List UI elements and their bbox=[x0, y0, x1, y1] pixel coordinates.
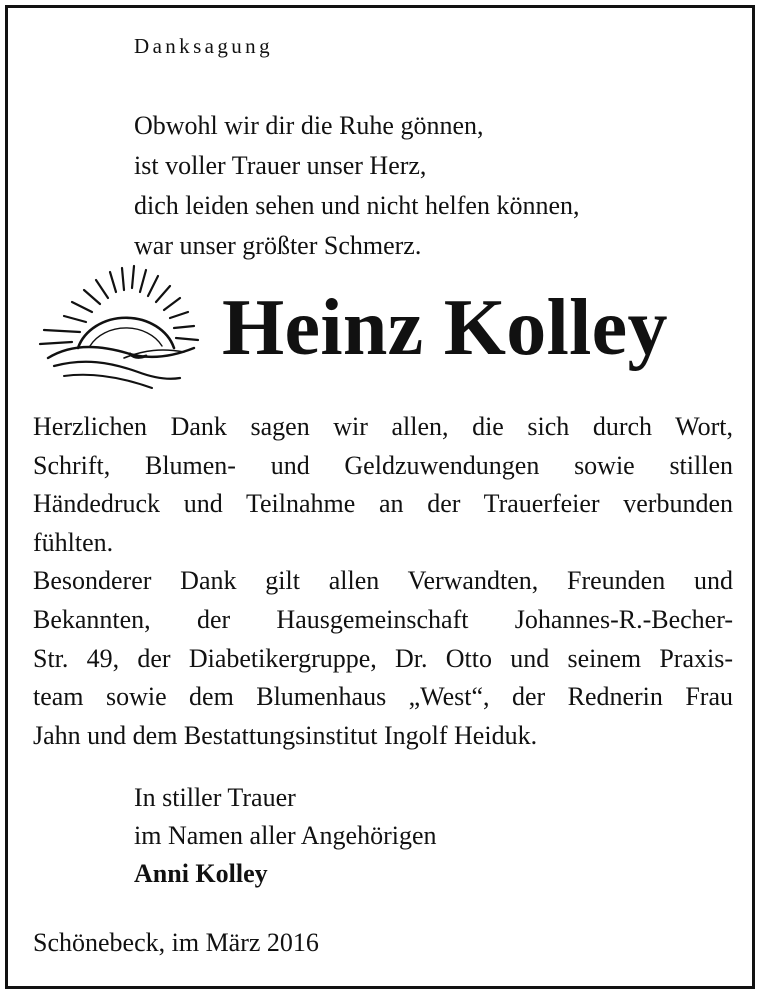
notice-heading: Danksagung bbox=[134, 34, 273, 58]
sunset-over-hills-icon bbox=[34, 262, 206, 392]
place-date: Schönebeck, im März 2016 bbox=[33, 928, 319, 957]
text-line: Bekannten, der Hausgemeinschaft Johannes-R.-Becher- bbox=[33, 604, 733, 634]
text-line: team sowie dem Blumenhaus „West“, der Rednerin Frau bbox=[33, 682, 733, 712]
closing bbox=[134, 779, 437, 893]
text-line: Str. 49, der Diabetikergruppe, Dr. Otto und seinem Praxis- bbox=[33, 643, 733, 673]
text-line: Schrift, Blumen- und Geldzuwendungen sowie stillen bbox=[33, 450, 733, 480]
poem-line: ist voller Trauer unser Herz, bbox=[134, 151, 427, 180]
deceased-name: Heinz Kolley bbox=[222, 284, 668, 372]
thank-you-text bbox=[33, 408, 733, 755]
poem-line: Obwohl wir dir die Ruhe gönnen, bbox=[134, 111, 484, 140]
closing-line: In stiller Trauer bbox=[134, 783, 296, 812]
text-line: Händedruck und Teilnahme an der Trauerfeier verbunden bbox=[33, 489, 733, 519]
poem-line: war unser größter Schmerz. bbox=[134, 231, 422, 260]
poem bbox=[134, 106, 579, 266]
text-line: Besonderer Dank gilt allen Verwandten, Freunden und bbox=[33, 566, 733, 596]
signer-name: Anni Kolley bbox=[134, 859, 268, 888]
text-line: fühlten. bbox=[33, 527, 114, 557]
text-line: Herzlichen Dank sagen wir allen, die sich durch Wort, bbox=[33, 412, 733, 441]
closing-line: im Namen aller Angehörigen bbox=[134, 821, 437, 850]
text-line: Jahn und dem Bestattungsinstitut Ingolf Heiduk. bbox=[33, 720, 538, 750]
poem-line: dich leiden sehen und nicht helfen können, bbox=[134, 191, 580, 220]
